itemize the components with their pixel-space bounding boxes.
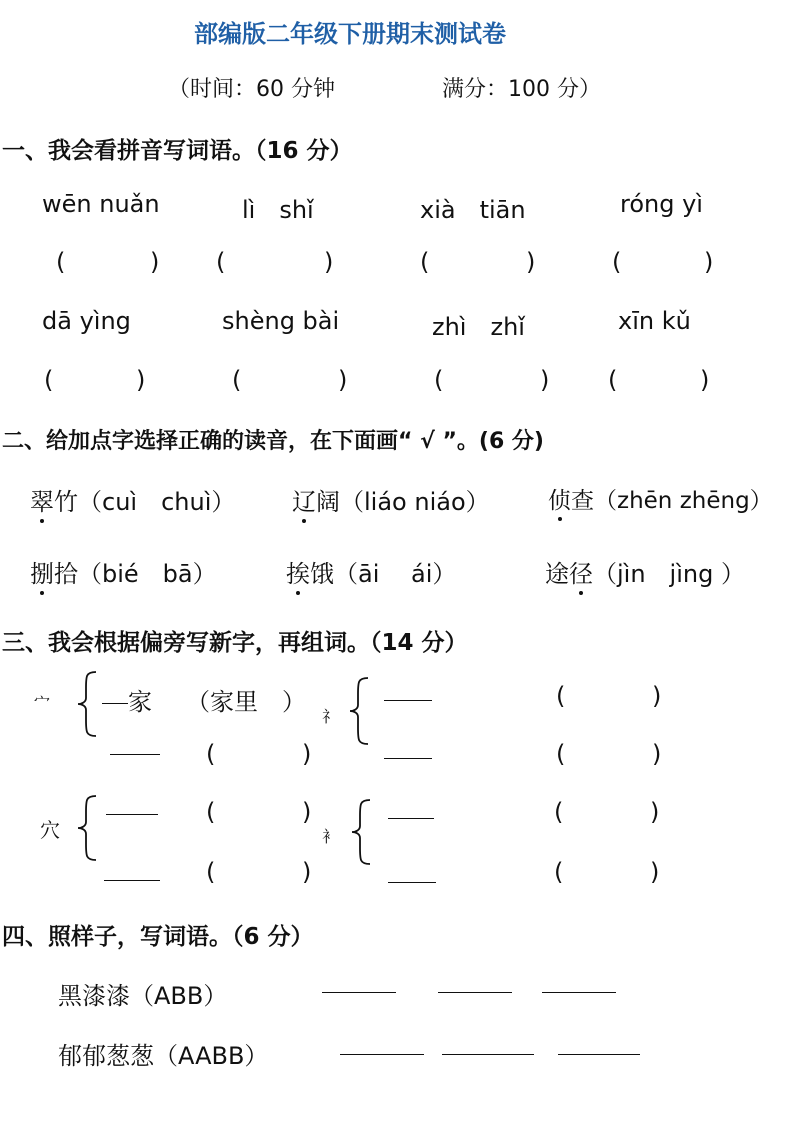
brace-2: [348, 676, 372, 746]
pinyin-8: xīn kǔ: [618, 307, 691, 335]
blank-line[interactable]: [104, 880, 160, 881]
dotted-char: 挨: [286, 554, 310, 589]
answer-open-4: (: [612, 248, 622, 276]
answer-close: ): [302, 740, 312, 768]
answer-close-3: ): [526, 248, 536, 276]
answer-close: ): [652, 740, 662, 768]
answer-open-8: (: [608, 366, 618, 394]
blank-line[interactable]: [438, 992, 512, 993]
answer-open-1: (: [56, 248, 66, 276]
blank-line[interactable]: [340, 1054, 424, 1055]
answer-open-5: (: [44, 366, 54, 394]
answer-close: ): [302, 858, 312, 886]
reading-item-2: 辽阔（liáo niáo）: [292, 482, 490, 517]
answer-close-4: ): [704, 248, 714, 276]
dotted-char: 径: [569, 554, 593, 589]
answer-close-1: ): [150, 248, 160, 276]
example-aabb: 郁郁葱葱（AABB）: [58, 1042, 269, 1070]
answer-open-7: (: [434, 366, 444, 394]
section4-heading: 四、照样子，写词语。（6 分）: [2, 924, 314, 950]
blank-line[interactable]: [558, 1054, 640, 1055]
dotted-char: 侦: [548, 482, 571, 515]
reading-item-4: 捌拾（bié bā）: [30, 554, 217, 589]
blank-line[interactable]: [388, 818, 434, 819]
blank-line[interactable]: [384, 758, 432, 759]
section3-heading: 三、我会根据偏旁写新字，再组词。（14 分）: [2, 630, 468, 656]
blank-line[interactable]: [106, 814, 158, 815]
reading-item-6: 途径（jìn jìng ）: [545, 554, 745, 589]
answer-open-3: (: [420, 248, 430, 276]
example-char: 家: [102, 682, 152, 717]
radical-shi: 礻: [322, 707, 339, 726]
brace-3: [76, 794, 100, 862]
pinyin-5: dā yìng: [42, 307, 131, 335]
blank-line[interactable]: [322, 992, 396, 993]
dotted-char: 辽: [292, 482, 316, 517]
section2-heading: 二、给加点字选择正确的读音，在下面画“ √ ”。(6 分): [2, 429, 544, 454]
answer-close: ): [650, 798, 660, 826]
page-title: 部编版二年级下册期末测试卷: [194, 20, 506, 48]
dotted-char: 翠: [30, 482, 54, 517]
radical-roof: 宀: [34, 693, 51, 712]
pinyin-7: zhì zhǐ: [432, 313, 525, 341]
answer-open: (: [556, 682, 566, 710]
blank-line[interactable]: [384, 700, 432, 701]
exam-time: （时间：60 分钟: [168, 77, 335, 102]
answer-open-2: (: [216, 248, 226, 276]
example-word: （家里 ）: [186, 688, 306, 716]
blank-line[interactable]: [542, 992, 616, 993]
answer-open: (: [556, 740, 566, 768]
answer-close-5: ): [136, 366, 146, 394]
answer-close: ): [302, 798, 312, 826]
pinyin-3: xià tiān: [420, 196, 526, 224]
answer-close-2: ): [324, 248, 334, 276]
brace-1: [76, 670, 100, 738]
pinyin-1: wēn nuǎn: [42, 190, 160, 218]
answer-close: ): [652, 682, 662, 710]
brace-4: [350, 798, 374, 866]
answer-open: (: [554, 858, 564, 886]
answer-open: (: [206, 798, 216, 826]
exam-score: 满分：100 分）: [442, 77, 601, 102]
pinyin-4: róng yì: [620, 190, 703, 218]
answer-open: (: [206, 740, 216, 768]
section1-heading: 一、我会看拼音写词语。（16 分）: [2, 138, 353, 164]
answer-close-6: ): [338, 366, 348, 394]
answer-open: (: [206, 858, 216, 886]
pinyin-2: lì shǐ: [242, 196, 314, 224]
example-abb: 黑漆漆（ABB）: [58, 982, 228, 1010]
blank-line[interactable]: [442, 1054, 534, 1055]
reading-item-3: 侦查（zhēn zhēng）: [548, 482, 773, 515]
reading-item-5: 挨饿（āi ái）: [286, 554, 456, 589]
answer-open: (: [554, 798, 564, 826]
answer-close-8: ): [700, 366, 710, 394]
blank-line[interactable]: [110, 754, 160, 755]
pinyin-6: shèng bài: [222, 307, 340, 335]
radical-xue: 穴: [40, 818, 60, 842]
answer-close: ): [650, 858, 660, 886]
blank-line[interactable]: [388, 882, 436, 883]
radical-yi: 衤: [322, 827, 339, 846]
dotted-char: 捌: [30, 554, 54, 589]
reading-item-1: 翠竹（cuì chuì）: [30, 482, 235, 517]
answer-open-6: (: [232, 366, 242, 394]
answer-close-7: ): [540, 366, 550, 394]
